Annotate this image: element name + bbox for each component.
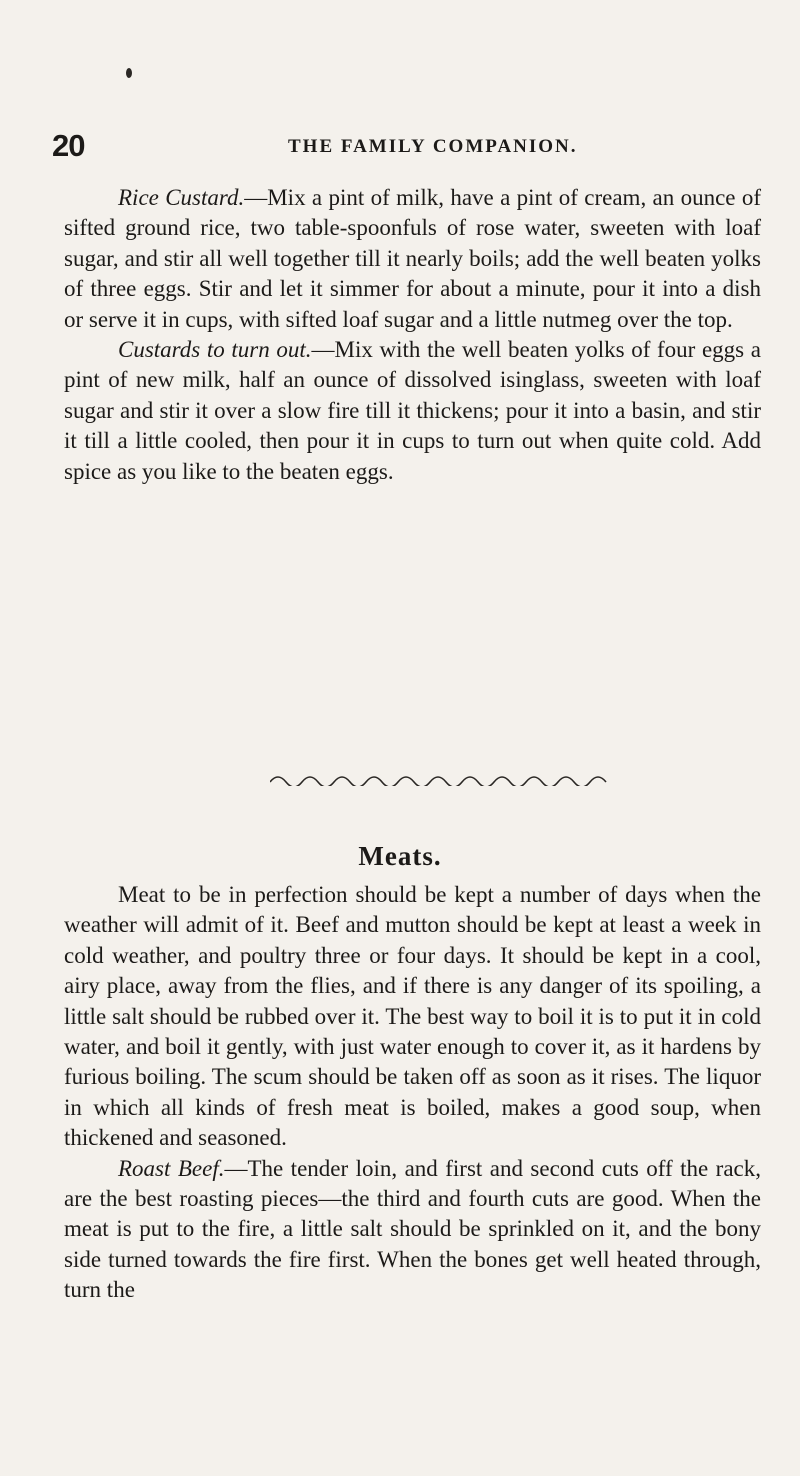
ink-speck [126,68,132,78]
recipe-body: —The tender loin, and first and second cuts off the rack, are the best roasting pieces—the third and fourth cuts are good. When the meat is put to the fire, a little salt should be sprinkled on it, and the bony side turned towards the fire first. When the bones get well heated through, turn the [64,1155,762,1303]
page-number: 20 [52,128,85,163]
recipe-custards-to-turn-out [64,335,761,487]
running-title: THE FAMILY COMPANION. [288,136,578,157]
recipe-rice-custard [64,183,761,335]
meats-intro-paragraph: Meat to be in perfection should be kept a number of days when the weather will admit of it. Beef and mutton should be kept at least a week in cold weather, and poultry three or four days. It should be kept in a cool, airy place, away from the flies, and if there is any danger of its spoiling, a little salt should be rubbed over it. The best way to boil it is to put it in cold water, and boil it gently, with just water enough to cover it, as it hardens by furious boiling. The scum should be taken off as soon as it rises. The liquor in which all kinds of fresh meat is boiled, makes a good soup, when thickened and seasoned. [64,882,761,1151]
running-head [52,128,752,164]
recipes-top-block [64,183,761,487]
recipe-body: —Mix with the well beaten yolks of four eggs a pint of new milk, half an ounce of dissolved isinglass, sweeten with loaf sugar and stir it over a slow fire till it thickens; pour it into a basin, and stir it till a little cooled, then pour it in cups to turn out when quite cold. Add spice as you like to the beaten eggs. [64,337,761,484]
recipe-title: Roast Beef. [118,1155,225,1181]
recipe-title: Custards to turn out. [118,337,312,363]
recipe-roast-beef [64,1154,761,1306]
meats-section-block [64,880,761,1306]
recipe-body: —Mix a pint of milk, have a pint of cream, an ounce of sifted ground rice, two table-spoonfuls of rose water, sweeten with loaf sugar, and stir all well together till it nearly boils; add the well beaten yolks of three eggs. Stir and let it simmer for about a minute, pour it into a dish or serve it in cups, with sifted loaf sugar and a little nutmeg over the top. [64,185,761,332]
wavy-divider-ornament [270,772,610,786]
section-heading-meats: Meats. [358,841,442,871]
recipe-title: Rice Custard. [118,185,245,210]
